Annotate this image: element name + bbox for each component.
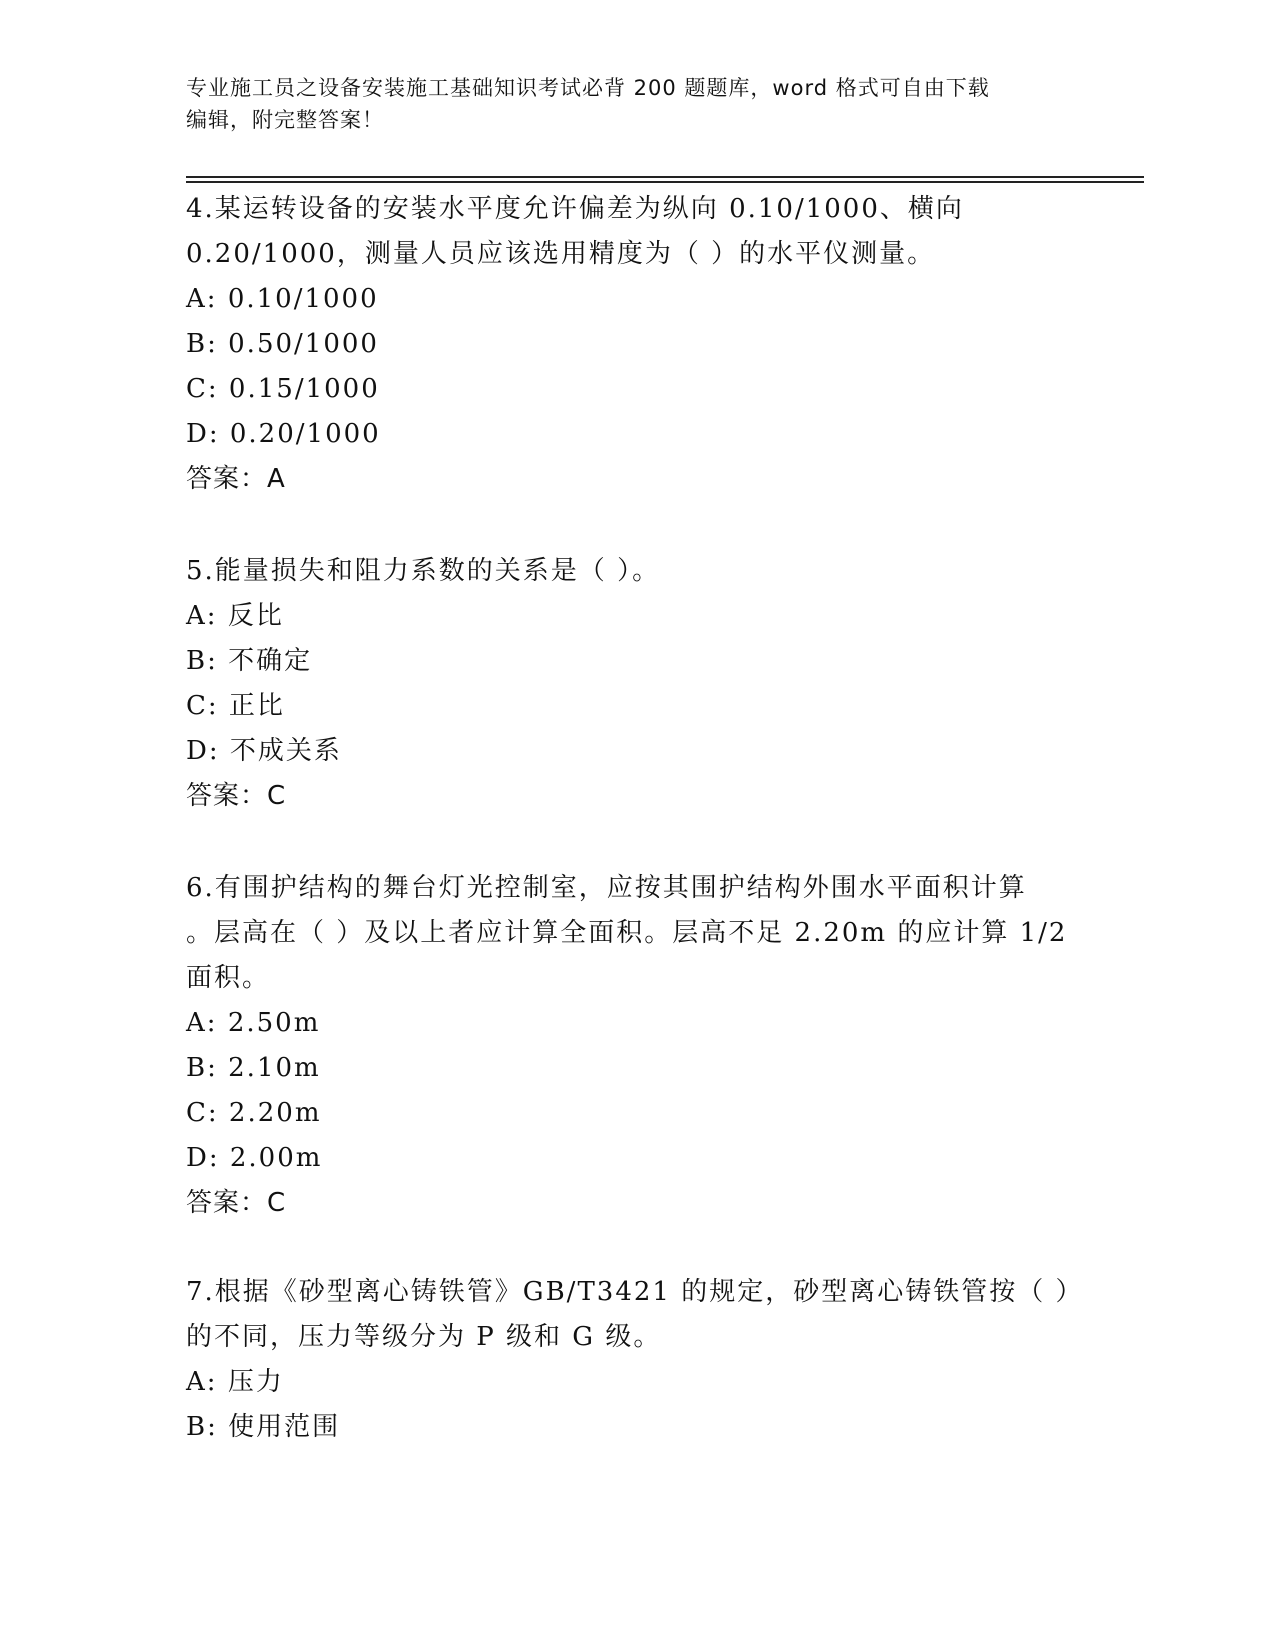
question-stem-line: 的不同，压力等级分为 P 级和 G 级。 <box>186 1322 662 1352</box>
question-stem-line: 6.有围护结构的舞台灯光控制室，应按其围护结构外围水平面积计算 <box>186 873 1027 903</box>
option-c <box>186 1091 1086 1136</box>
question-stem-line: 5.能量损失和阻力系数的关系是（ ）。 <box>186 556 661 586</box>
option-text: 0.20/1000 <box>229 419 381 449</box>
header-line-2: 编辑，附完整答案！ <box>186 108 384 132</box>
question-7 <box>186 1270 1086 1450</box>
option-key: D: <box>186 1143 220 1173</box>
question-stem-line: 4.某运转设备的安装水平度允许偏差为纵向 0.10/1000、横向 <box>186 194 964 224</box>
answer-line: 答案：C <box>186 781 287 811</box>
option-text: 2.50m <box>227 1008 321 1038</box>
question-stem <box>186 187 1086 277</box>
question-6 <box>186 866 1086 1226</box>
option-key: D: <box>186 736 220 766</box>
option-a <box>186 1001 1086 1046</box>
option-a <box>186 1360 1086 1405</box>
option-key: C: <box>186 691 219 721</box>
option-key: B: <box>186 1412 218 1442</box>
option-key: B: <box>186 646 218 676</box>
question-stem-line: 0.20/1000，测量人员应该选用精度为（ ）的水平仪测量。 <box>186 239 936 269</box>
option-key: B: <box>186 329 218 359</box>
option-c <box>186 367 1086 412</box>
option-key: A: <box>186 601 218 631</box>
option-text: 使用范围 <box>228 1412 341 1442</box>
header-divider-bottom <box>186 181 1144 183</box>
option-text: 0.50/1000 <box>228 329 379 359</box>
question-stem-line: 面积。 <box>186 963 271 993</box>
answer-line: 答案：C <box>186 1188 287 1218</box>
option-text: 不确定 <box>228 646 313 676</box>
option-key: C: <box>186 374 219 404</box>
option-a <box>186 277 1086 322</box>
option-b <box>186 639 1086 684</box>
question-stem-line: 7.根据《砂型离心铸铁管》GB/T3421 的规定，砂型离心铸铁管按（ ） <box>186 1277 1084 1307</box>
option-key: D: <box>186 419 220 449</box>
option-b <box>186 1046 1086 1091</box>
option-a <box>186 594 1086 639</box>
header-line-1: 专业施工员之设备安装施工基础知识考试必背 200 题题库，word 格式可自由下载 <box>186 76 990 100</box>
option-d <box>186 1136 1086 1181</box>
option-key: A: <box>186 1367 218 1397</box>
question-stem <box>186 866 1086 1001</box>
answer-line: 答案：A <box>186 464 286 494</box>
header-divider-top <box>186 176 1144 178</box>
document-header <box>186 72 1086 136</box>
option-text: 不成关系 <box>229 736 342 766</box>
question-stem-line: 。层高在（ ）及以上者应计算全面积。层高不足 2.20m 的应计算 1/2 <box>186 918 1068 948</box>
option-text: 压力 <box>227 1367 284 1397</box>
option-key: C: <box>186 1098 219 1128</box>
option-text: 0.15/1000 <box>228 374 380 404</box>
question-stem <box>186 549 1086 594</box>
option-d <box>186 412 1086 457</box>
option-b <box>186 1405 1086 1450</box>
option-text: 0.10/1000 <box>227 284 379 314</box>
option-text: 反比 <box>227 601 284 631</box>
option-text: 正比 <box>228 691 285 721</box>
option-text: 2.10m <box>228 1053 321 1083</box>
question-4 <box>186 187 1086 502</box>
option-key: B: <box>186 1053 218 1083</box>
question-5 <box>186 549 1086 819</box>
option-b <box>186 322 1086 367</box>
option-key: A: <box>186 1008 218 1038</box>
option-d <box>186 729 1086 774</box>
option-text: 2.00m <box>229 1143 323 1173</box>
option-c <box>186 684 1086 729</box>
question-stem <box>186 1270 1086 1360</box>
option-key: A: <box>186 284 218 314</box>
option-text: 2.20m <box>228 1098 322 1128</box>
